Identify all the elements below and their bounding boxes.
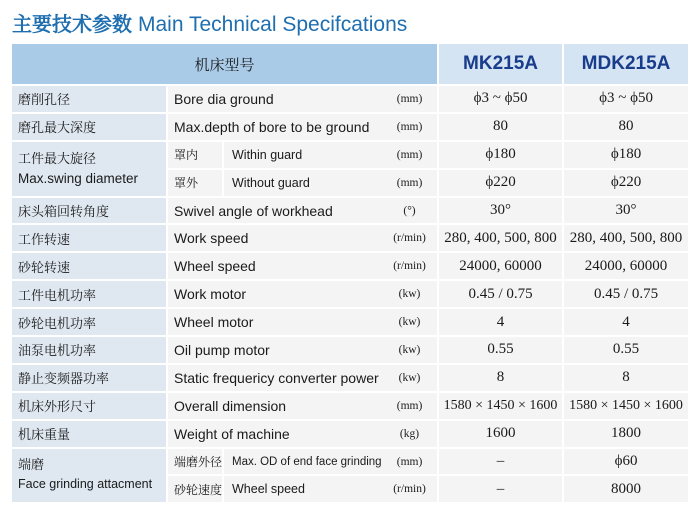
row-value-1: ϕ220 [438,169,563,197]
row-value-1: 280, 400, 500, 800 [438,224,563,252]
row-value-2: 8000 [563,475,688,503]
row-label-en: Wheel motor [167,308,382,336]
row-value-2: ϕ60 [563,448,688,476]
row-label-group [12,448,167,504]
table-row [12,141,688,169]
table-row [12,252,688,280]
table-row [12,224,688,252]
row-label-en: Bore dia ground [167,85,382,113]
row-value-1: 24000, 60000 [438,252,563,280]
row-label-cn: 油泵电机功率 [12,336,167,364]
table-row [12,420,688,448]
row-label-cn: 工作转速 [12,224,167,252]
table-row [12,364,688,392]
header-model-1: MK215A [438,44,563,85]
row-unit: (°) [382,197,438,225]
sub-label-en: Within guard [232,147,303,162]
row-label-cn: 床头箱回转角度 [12,197,167,225]
row-label-en: Overall dimension [167,392,382,420]
row-value-1: 0.55 [438,336,563,364]
row-label-en: Static frequericy converter power [167,364,382,392]
row-unit: (r/min) [382,252,438,280]
row-label-cn: 砂轮转速 [12,252,167,280]
header-model-2: MDK215A [563,44,688,85]
row-value-1: 8 [438,364,563,392]
row-value-2: ϕ220 [563,169,688,197]
table-row [12,85,688,113]
sub-label-en: Without guard [232,175,310,190]
sub-label-cell [167,169,382,197]
sub-label-cell [167,141,382,169]
row-label-group [12,141,167,197]
row-label-en: Weight of machine [167,420,382,448]
table-row [12,197,688,225]
row-value-2: 24000, 60000 [563,252,688,280]
row-value-2: 30° [563,197,688,225]
row-value-1: – [438,448,563,476]
row-value-1: ϕ180 [438,141,563,169]
row-unit: (kw) [382,280,438,308]
row-unit: (kw) [382,308,438,336]
header-machine-model: 机床型号 [12,44,438,85]
row-label-cn: 端磨 [18,458,45,474]
table-row [12,448,688,476]
row-unit: (kw) [382,364,438,392]
row-label-en: Wheel speed [167,252,382,280]
row-unit: (mm) [382,448,438,476]
title-cn: 主要技术参数 [12,12,132,36]
row-label-en: Max.swing diameter [18,170,139,186]
row-value-1: 1580 × 1450 × 1600 [438,392,563,420]
row-label-en: Swivel angle of workhead [167,197,382,225]
row-value-2: 0.45 / 0.75 [563,280,688,308]
row-unit: (mm) [382,85,438,113]
row-value-1: 4 [438,308,563,336]
row-label-cn: 磨削孔径 [12,85,167,113]
row-value-1: 30° [438,197,563,225]
row-label-en: Oil pump motor [167,336,382,364]
table-row [12,113,688,141]
row-unit: (kw) [382,336,438,364]
row-unit: (kg) [382,420,438,448]
row-value-2: 280, 400, 500, 800 [563,224,688,252]
row-value-1: 1600 [438,420,563,448]
row-unit: (mm) [382,169,438,197]
row-unit: (r/min) [382,475,438,503]
sub-label-en: Max. OD of end face grinding [232,455,382,468]
row-label-en: Max.depth of bore to be ground [167,113,382,141]
row-unit: (r/min) [382,224,438,252]
row-value-1: 80 [438,113,563,141]
title-en: Main Technical Specifcations [138,13,408,36]
sub-label-en: Wheel speed [232,482,305,497]
table-header-row [12,44,688,85]
row-unit: (mm) [382,141,438,169]
row-unit: (mm) [382,392,438,420]
row-label-cn: 磨孔最大深度 [12,113,167,141]
row-label-cn: 静止变频器功率 [12,364,167,392]
row-label-cn: 机床外形尺寸 [12,392,167,420]
sub-label-cell [167,475,382,503]
row-label-en: Work motor [167,280,382,308]
row-value-2: 1580 × 1450 × 1600 [563,392,688,420]
sub-label-cell [167,448,382,476]
row-label-cn: 工件最大旋径 [18,151,97,167]
row-value-1: – [438,475,563,503]
table-row [12,336,688,364]
row-label-cn: 砂轮电机功率 [12,308,167,336]
row-unit: (mm) [382,113,438,141]
table-row [12,308,688,336]
table-row [12,280,688,308]
row-value-1: ϕ3 ~ ϕ50 [438,85,563,113]
row-label-cn: 机床重量 [12,420,167,448]
row-value-2: ϕ3 ~ ϕ50 [563,85,688,113]
spec-table [12,44,688,504]
sub-label-cn: 端磨外径 [168,449,224,475]
sub-label-cn: 砂轮速度 [168,476,224,502]
row-label-en: Work speed [167,224,382,252]
row-value-2: 1800 [563,420,688,448]
sub-label-cn: 罩内 [168,142,224,168]
row-value-2: 4 [563,308,688,336]
row-label-cn: 工件电机功率 [12,280,167,308]
row-value-1: 0.45 / 0.75 [438,280,563,308]
sub-label-cn: 罩外 [168,170,224,196]
row-label-en: Face grinding attacment [18,477,153,492]
row-value-2: 8 [563,364,688,392]
table-row [12,392,688,420]
page-title [12,8,407,38]
row-value-2: ϕ180 [563,141,688,169]
row-value-2: 80 [563,113,688,141]
row-value-2: 0.55 [563,336,688,364]
